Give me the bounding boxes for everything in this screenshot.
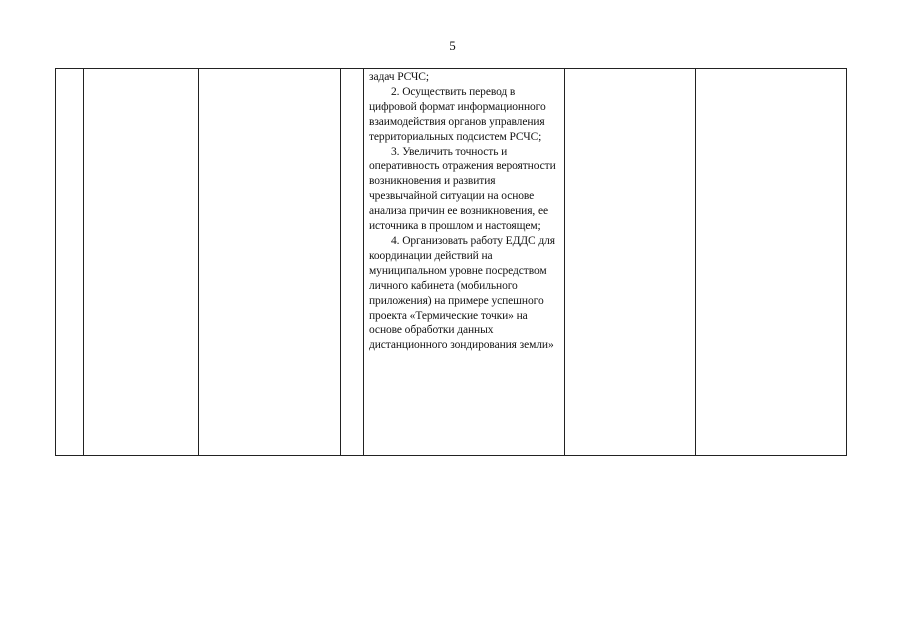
- table-cell-col4: [341, 69, 364, 456]
- table-cell-col1: [56, 69, 84, 456]
- tasks-text: [364, 69, 564, 353]
- document-table: [55, 68, 847, 456]
- table-row: [56, 69, 847, 456]
- task-paragraph-3: 4. Организовать работу ЕДДС для координации действий на муниципальном уровне посредством личного кабинета (мобильного приложения) на примере успешного проекта «Термические точки» на основе обработки данных дистанционного зондирования земли»: [369, 234, 555, 352]
- task-paragraph-2: 3. Увеличить точность и оперативность отражения вероятности возникновения и развития чрезвычайной ситуации на основе анализа причин ее возникновения, ее источника в прошлом и настоящем;: [369, 145, 556, 233]
- table-cell-col2: [84, 69, 199, 456]
- task-paragraph-1: 2. Осуществить перевод в цифровой формат информационного взаимодействия органов управления территориальных подсистем РСЧС;: [369, 85, 546, 143]
- table-cell-col3: [199, 69, 341, 456]
- page-number: 5: [449, 38, 456, 53]
- table-cell-tasks: [364, 69, 565, 456]
- table-cell-col6: [565, 69, 696, 456]
- table-cell-col7: [696, 69, 847, 456]
- task-paragraph-0: задач РСЧС;: [369, 71, 429, 83]
